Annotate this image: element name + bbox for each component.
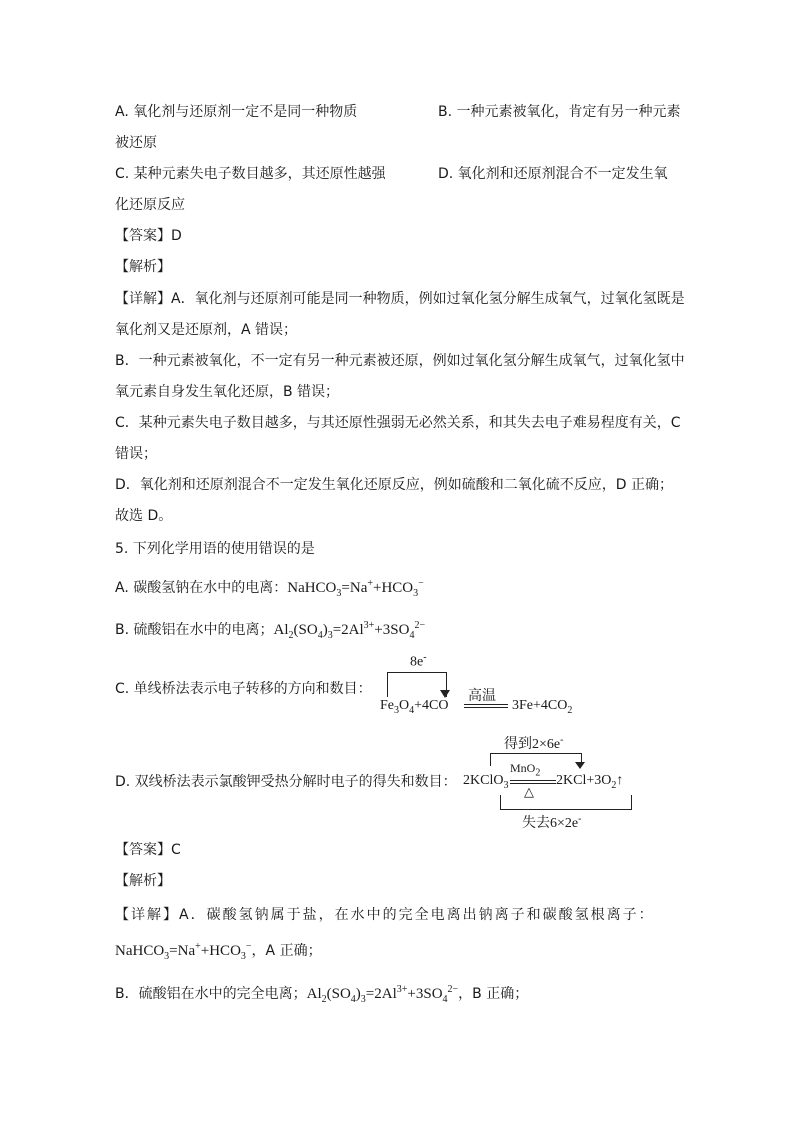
q4-analysis-label: 【解析】 [115,259,171,275]
q4-option-c: C. 某种元素失电子数目越多，其还原性越强 [115,166,386,182]
q4-option-b-cont: 被还原 [115,135,157,151]
q4-detail-line-8: 故选 D。 [115,508,173,524]
q4-option-d: D. 氧化剂和还原剂混合不一定发生氧 [438,166,668,182]
q4-answer: 【答案】D [115,228,182,244]
c-condition: 高温 [468,689,496,704]
double-bridge-diagram [460,733,660,833]
d-equal-line [510,780,556,781]
lose-label: 失去6×2e- [522,813,582,831]
q5-analysis-label: 【解析】 [115,873,171,889]
q5-detail-equation-a: $NaHCO_3=Na^++HCO_3^-$ [115,941,252,962]
electron-count: 8e- [410,652,427,670]
q4-detail-line-2: 氧化剂又是还原剂，A 错误； [115,322,298,338]
c-equal-line-2 [464,707,508,708]
lose-bridge [500,795,632,810]
bridge-line [387,672,447,697]
gain-label: 得到2×6e- [504,734,564,752]
c-equal-line [464,704,508,705]
q4-option-a: A. 氧化剂与还原剂一定不是同一种物质 [115,104,358,120]
d-reactant: 2KClO$_3$ [463,773,509,791]
q5-answer: 【答案】C [115,842,181,858]
heat-triangle-icon: △ [524,784,534,799]
arrow-head-icon [440,690,450,698]
q4-detail-line-3: B．一种元素被氧化，不一定有另一种元素被还原，例如过氧化氢分解生成氧气，过氧化氢中 [115,353,685,369]
q4-detail-line-1: 【详解】A．氧化剂与还原剂可能是同一种物质，例如过氧化氢分解生成氧气，过氧化氢既是 [115,291,685,307]
q5-detail-line-2: B．硫酸铝在水中的完全电离；$Al_2(SO_4)_3=2Al^{3+}+3SO_4^{2-}$，B 正确； [115,984,529,1005]
q4-detail-line-7: D．氧化剂和还原剂混合不一定发生氧化还原反应，例如硫酸和二氧化硫不反应，D 正确； [115,477,674,493]
q5-option-b-text: B. 硫酸铝在水中的电离； [115,622,274,638]
q4-detail-line-6: 错误； [115,446,157,462]
q5-option-a-equation: $NaHCO_3=Na^++HCO_3^-$ [287,578,424,599]
catalyst: MnO$_2$ [510,761,541,779]
gain-arrow-icon [575,762,585,769]
q5-option-b-equation: $Al_2(SO_4)_3=2Al^{3+}+3SO_4^{2-}$ [273,620,426,641]
q5-detail-equation-b: $Al_2(SO_4)_3=2Al^{3+}+3SO_4^{2-}$ [306,984,459,1005]
q4-option-d-cont: 化还原反应 [115,197,185,213]
q4-detail-line-5: C．某种元素失电子数目越多，与其还原性强弱无必然关系，和其失去电子难易程度有关，C [115,415,681,431]
q5-option-a-text: A. 碳酸氢钠在水中的电离： [115,580,288,596]
q5-detail-line-1b: $NaHCO_3=Na^++HCO_3^-$，A 正确； [115,941,322,962]
q5-option-d: D. 双线桥法表示氯酸钾受热分解时电子的得失和数目： [115,774,457,790]
q5-stem: 5. 下列化学用语的使用错误的是 [115,541,315,557]
d-products: $2KCl+3O_2↑$ [556,773,624,791]
q4-detail-line-4: 氧元素自身发生氧化还原，B 错误； [115,384,340,400]
q5-option-c: C. 单线桥法表示电子转移的方向和数目： [115,681,372,697]
q5-option-b [115,616,425,646]
c-products: $3Fe+4CO_2$ [512,698,573,716]
single-bridge-diagram [370,652,600,722]
q5-detail-line-1: 【详解】A．碳酸氢钠属于盐，在水中的完全电离出钠离子和碳酸氢根离子： [115,907,655,923]
q5-option-a [115,574,424,604]
q4-option-b: B. 一种元素被氧化，肯定有另一种元素 [438,104,681,120]
c-reactants: $Fe_3O_4+4CO$ [380,698,449,716]
